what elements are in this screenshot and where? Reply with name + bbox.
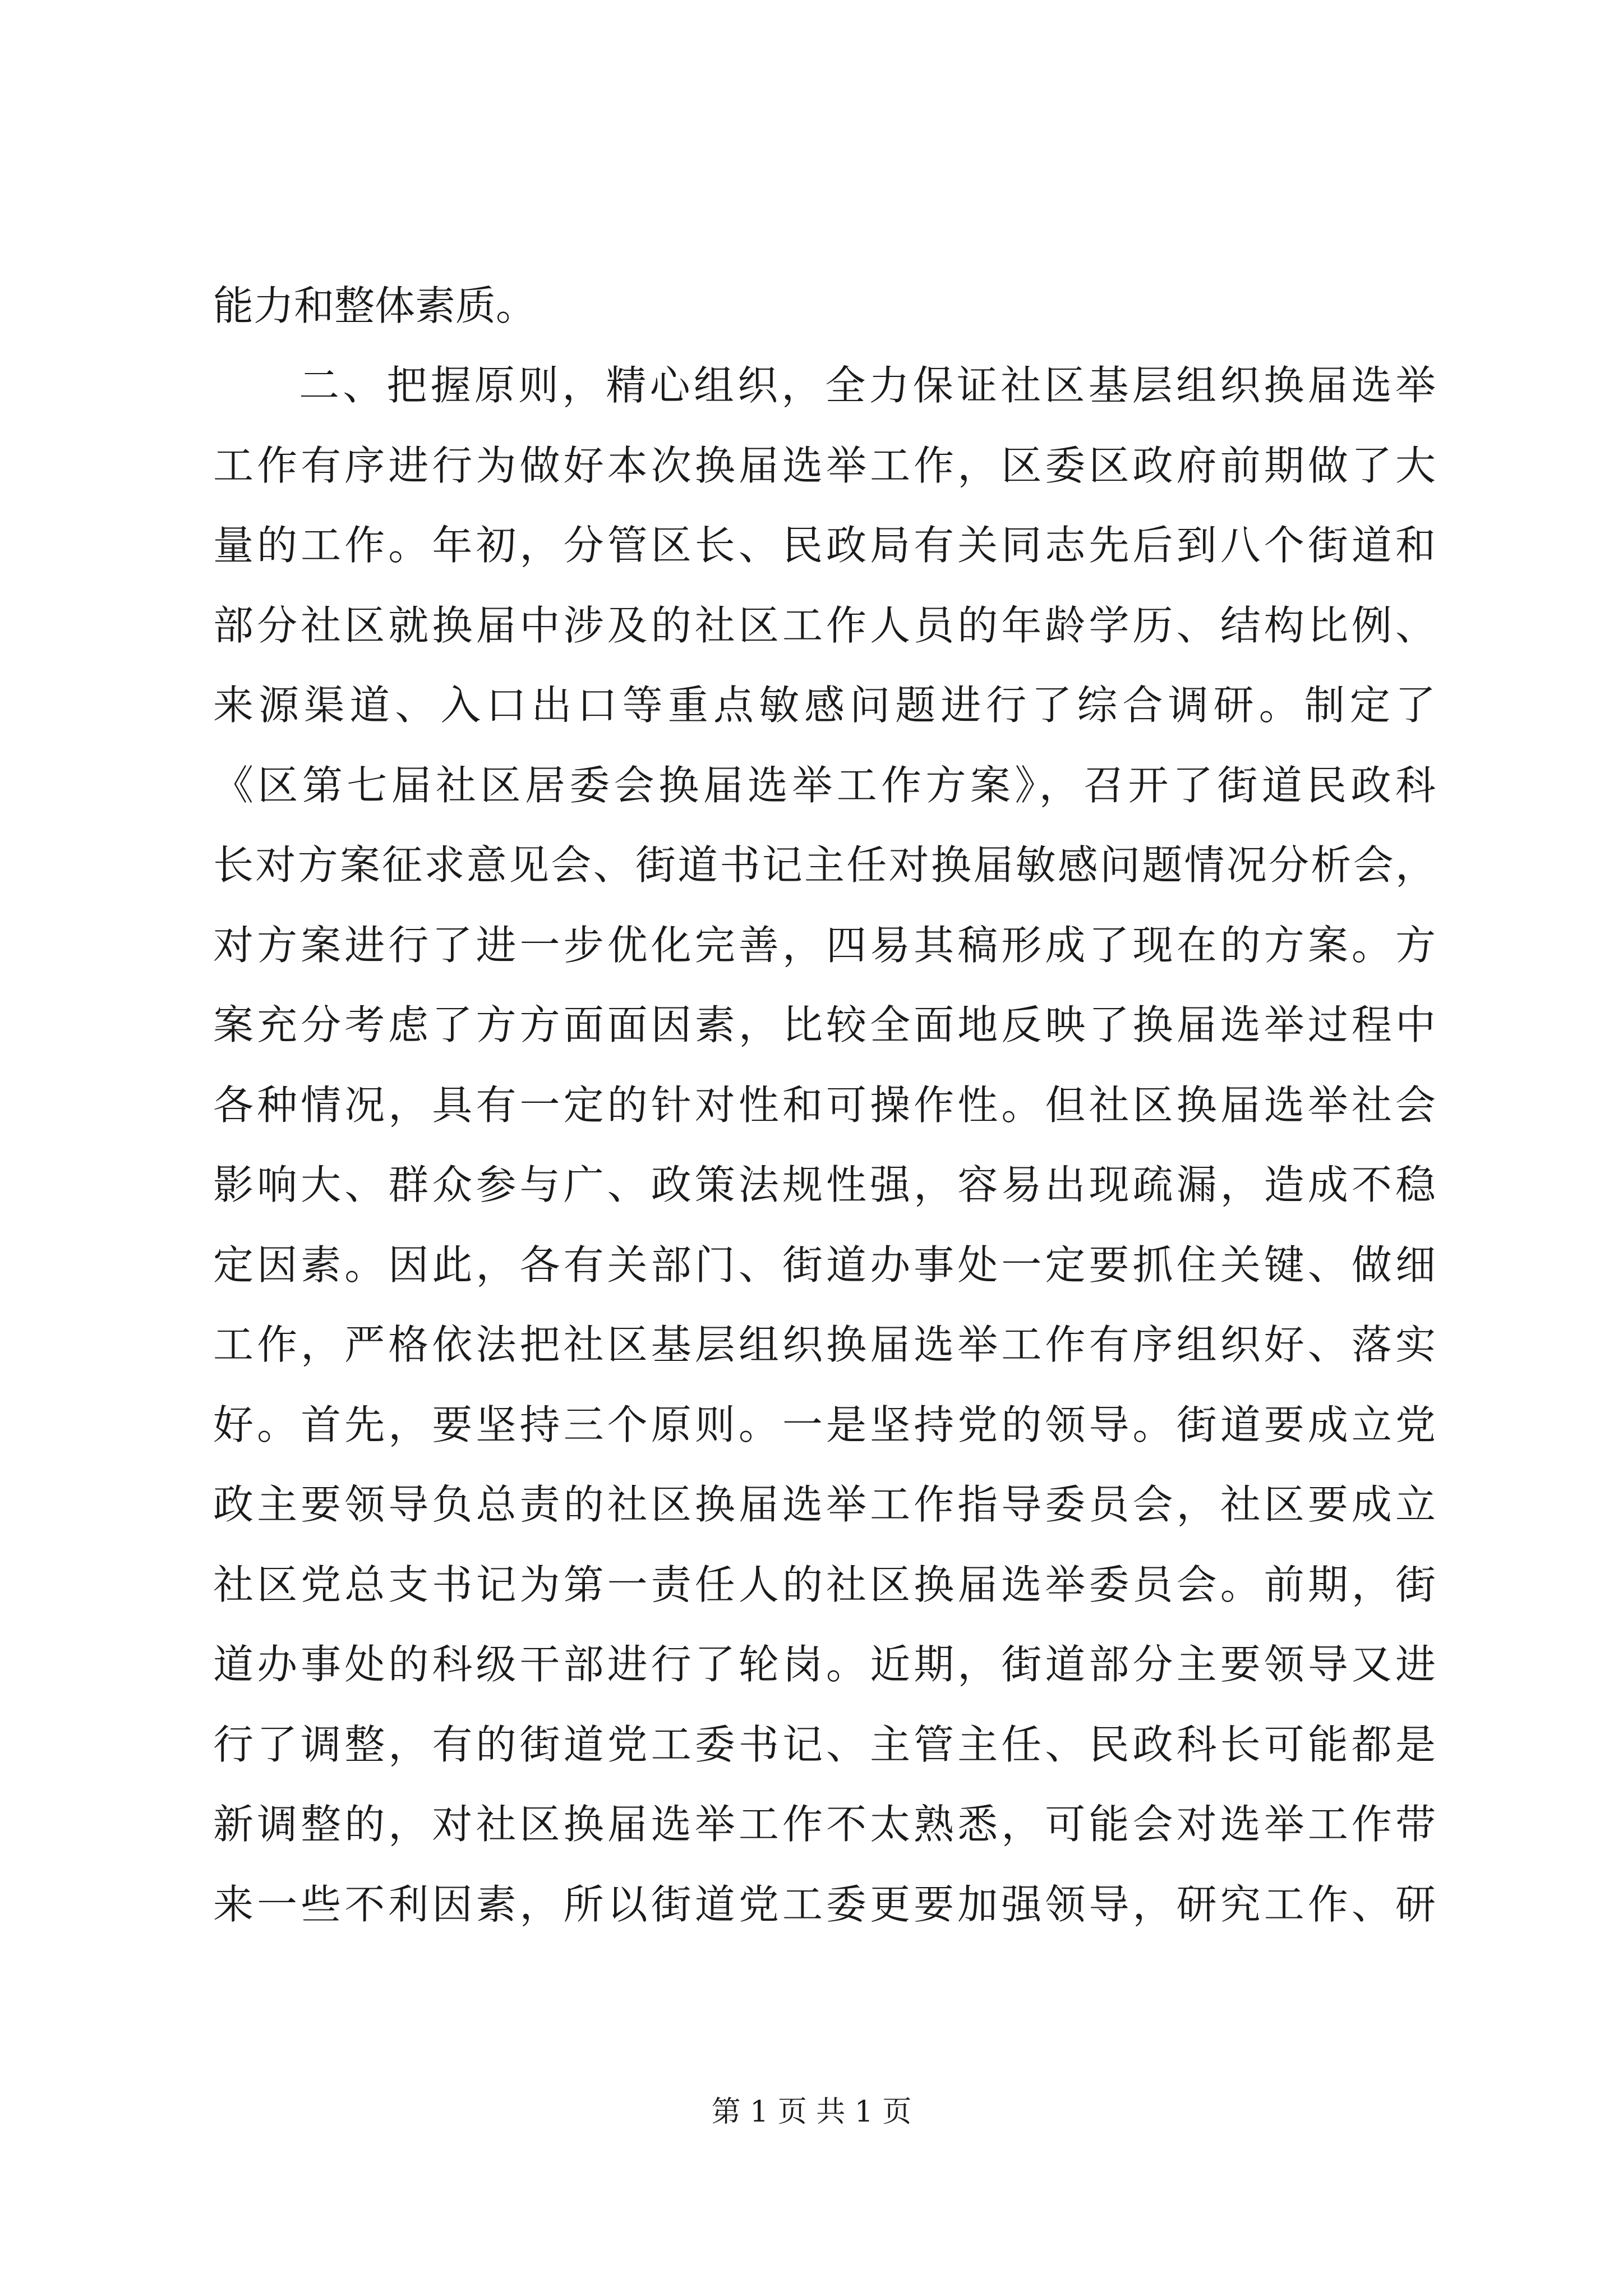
text-line-3: 工作有序进行为做好本次换届选举工作，区委区政府前期做了大	[213, 442, 1436, 489]
text-line-8: 长对方案征求意见会、街道书记主任对换届敏感问题情况分析会，	[213, 841, 1436, 889]
text-line-7: 《区第七届社区居委会换届选举工作方案》，召开了街道民政科	[213, 762, 1436, 809]
text-line-11: 各种情况，具有一定的针对性和可操作性。但社区换届选举社会	[213, 1082, 1436, 1129]
text-line-2: 二、把握原则，精心组织，全力保证社区基层组织换届选举	[299, 362, 1436, 409]
text-line-19: 行了调整，有的街道党工委书记、主管主任、民政科长可能都是	[213, 1721, 1436, 1768]
page-footer: 第 1 页 共 1 页	[711, 2095, 912, 2129]
text-line-18: 道办事处的科级干部进行了轮岗。近期，街道部分主要领导又进	[213, 1641, 1436, 1688]
text-line-9: 对方案进行了进一步优化完善，四易其稿形成了现在的方案。方	[213, 922, 1436, 969]
text-line-6: 来源渠道、入口出口等重点敏感问题进行了综合调研。制定了	[213, 682, 1436, 729]
text-line-1: 能力和整体素质。	[213, 282, 537, 329]
text-line-17: 社区党总支书记为第一责任人的社区换届选举委员会。前期，街	[213, 1561, 1436, 1608]
text-line-14: 工作，严格依法把社区基层组织换届选举工作有序组织好、落实	[213, 1321, 1436, 1368]
text-line-16: 政主要领导负总责的社区换届选举工作指导委员会，社区要成立	[213, 1481, 1436, 1528]
text-line-10: 案充分考虑了方方面面因素，比较全面地反映了换届选举过程中	[213, 1001, 1436, 1048]
text-line-13: 定因素。因此，各有关部门、街道办事处一定要抓住关键、做细	[213, 1241, 1436, 1289]
text-line-4: 量的工作。年初，分管区长、民政局有关同志先后到八个街道和	[213, 522, 1436, 569]
text-line-12: 影响大、群众参与广、政策法规性强，容易出现疏漏，造成不稳	[213, 1161, 1436, 1208]
text-line-21: 来一些不利因素，所以街道党工委更要加强领导，研究工作、研	[213, 1881, 1436, 1928]
text-line-20: 新调整的，对社区换届选举工作不太熟悉，可能会对选举工作带	[213, 1801, 1436, 1848]
text-line-5: 部分社区就换届中涉及的社区工作人员的年龄学历、结构比例、	[213, 602, 1436, 649]
text-line-15: 好。首先，要坚持三个原则。一是坚持党的领导。街道要成立党	[213, 1401, 1436, 1448]
